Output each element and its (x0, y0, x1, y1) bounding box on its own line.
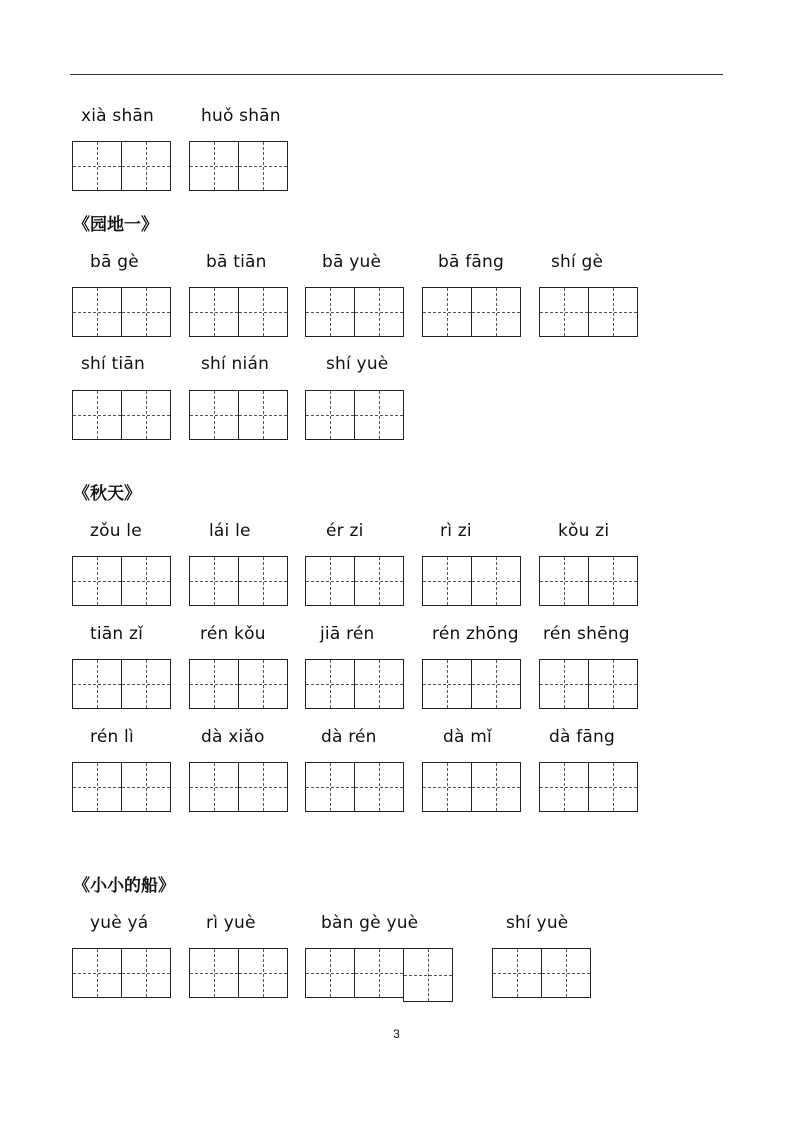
writing-grid[interactable] (422, 556, 521, 606)
pinyin-label: shí gè (551, 252, 604, 272)
pinyin-label: dà rén (321, 727, 377, 747)
lesson-heading: 《园地一》 (73, 215, 158, 235)
writing-grid[interactable] (492, 948, 591, 998)
writing-grid[interactable] (72, 287, 171, 337)
writing-grid[interactable] (72, 659, 171, 709)
pinyin-label: rì yuè (206, 913, 256, 933)
writing-grid[interactable] (72, 141, 171, 191)
pinyin-label: dà mǐ (443, 727, 492, 747)
page-number: 3 (393, 1027, 400, 1041)
pinyin-label: huǒ shān (201, 106, 281, 126)
pinyin-label: shí tiān (81, 354, 145, 374)
pinyin-label: jiā rén (320, 624, 375, 644)
writing-grid[interactable] (305, 762, 404, 812)
writing-grid[interactable] (403, 948, 453, 1002)
pinyin-label: lái le (209, 521, 251, 541)
writing-grid[interactable] (305, 659, 404, 709)
writing-grid[interactable] (422, 287, 521, 337)
writing-grid[interactable] (305, 287, 404, 337)
pinyin-label: bā tiān (206, 252, 267, 272)
lesson-heading: 《小小的船》 (73, 876, 175, 896)
writing-grid[interactable] (305, 556, 404, 606)
pinyin-label: shí yuè (326, 354, 389, 374)
pinyin-label: rén kǒu (200, 624, 266, 644)
writing-grid[interactable] (422, 659, 521, 709)
pinyin-label: yuè yá (90, 913, 149, 933)
pinyin-label: xià shān (81, 106, 155, 126)
pinyin-label: rì zi (440, 521, 472, 541)
writing-grid[interactable] (189, 556, 288, 606)
header-rule (70, 74, 723, 75)
pinyin-label: shí yuè (506, 913, 569, 933)
writing-grid[interactable] (539, 762, 638, 812)
pinyin-label: dà xiǎo (201, 727, 265, 747)
writing-grid[interactable] (189, 390, 288, 440)
writing-grid[interactable] (539, 287, 638, 337)
writing-grid[interactable] (72, 390, 171, 440)
writing-grid[interactable] (72, 556, 171, 606)
pinyin-label: rén shēng (543, 624, 630, 644)
pinyin-label: bā gè (90, 252, 139, 272)
writing-grid[interactable] (189, 659, 288, 709)
pinyin-label: rén zhōng (432, 624, 519, 644)
writing-grid[interactable] (189, 948, 288, 998)
lesson-heading: 《秋天》 (73, 484, 141, 504)
writing-grid[interactable] (189, 762, 288, 812)
pinyin-label: tiān zǐ (90, 624, 144, 644)
writing-grid[interactable] (305, 948, 404, 998)
writing-grid[interactable] (72, 948, 171, 998)
writing-grid[interactable] (539, 556, 638, 606)
writing-grid[interactable] (422, 762, 521, 812)
writing-grid[interactable] (189, 287, 288, 337)
pinyin-label: kǒu zi (558, 521, 610, 541)
writing-grid[interactable] (539, 659, 638, 709)
pinyin-label: bā fāng (438, 252, 504, 272)
pinyin-label: ér zi (326, 521, 364, 541)
pinyin-label: dà fāng (549, 727, 615, 747)
writing-grid[interactable] (305, 390, 404, 440)
writing-grid[interactable] (189, 141, 288, 191)
pinyin-label: zǒu le (90, 521, 142, 541)
pinyin-label: bàn gè yuè (321, 913, 419, 933)
writing-grid[interactable] (72, 762, 171, 812)
pinyin-label: bā yuè (322, 252, 382, 272)
pinyin-label: shí nián (201, 354, 270, 374)
pinyin-label: rén lì (90, 727, 134, 747)
